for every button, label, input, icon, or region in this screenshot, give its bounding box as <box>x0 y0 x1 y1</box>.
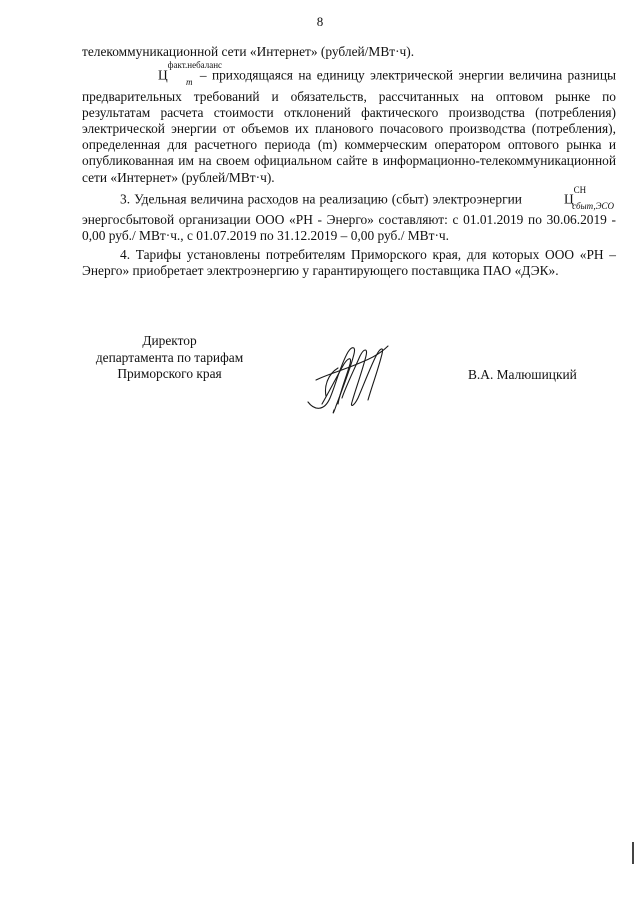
formula-symbol-superscript: факт.небаланс <box>167 60 223 71</box>
paragraph-item-4-text: 4. Тарифы установлены потребителям Приморского края, для которых ООО «РН – Энерго» приобретает электроэнергию у гарантирующего поставщика ПАО «ДЭК». <box>82 246 616 278</box>
paragraph-item-3-text-b: энергосбытовой организации ООО «РН - Энерго» составляют: с 01.01.2019 по 30.06.2019 - 0,00 руб./ МВт·ч., с 01.07.2019 по 31.12.2019 – 0,00 руб./ МВт·ч. <box>82 212 616 244</box>
paragraph-item-4 <box>82 247 616 279</box>
paragraph-item-3 <box>82 184 616 245</box>
formula-symbol-sales-cost <box>526 184 616 212</box>
formula-symbol-imbalance <box>120 60 223 88</box>
signer-name: В.А. Малюшицкий <box>468 367 577 382</box>
formula-symbol-subscript-2: сбыт,ЭСО <box>572 200 614 211</box>
signer-position-line-3: Приморского края <box>117 366 222 381</box>
signature-title-block <box>82 333 257 383</box>
document-body <box>82 44 616 279</box>
formula-symbol-base: Ц <box>158 67 168 83</box>
paragraph-definition <box>82 60 616 186</box>
paragraph-continuation-text: телекоммуникационной сети «Интернет» (рублей/МВт·ч). <box>82 44 415 59</box>
page-number: 8 <box>316 14 324 29</box>
formula-symbol-subscript: m <box>186 77 193 88</box>
paragraph-definition-text: – приходящаяся на единицу электрической энергии величина разницы предварительных требований и обязательств, рассчитанных на оптовом рынке по результатам расчета стоимости отклонений фактического производства (потребления) электрической энергии от объемов их планового почасового производства (потребления), определенная для расчетного периода (m) коммерческим оператором оптового рынка и опубликованная им на своем официальном сайте в информационно-телекоммуникационной сети «Интернет» (рублей/МВт·ч). <box>82 67 616 185</box>
paragraph-continuation <box>82 44 616 60</box>
formula-symbol-base-2: Ц <box>563 191 574 207</box>
signer-position-line-2: департамента по тарифам <box>95 349 244 365</box>
formula-symbol-superscript-2: СН <box>573 184 587 195</box>
handwritten-signature <box>302 340 392 418</box>
scan-edge-mark <box>632 842 634 864</box>
signer-position-line-1: Директор <box>142 333 197 348</box>
paragraph-item-3-text-a: 3. Удельная величина расходов на реализацию (сбыт) электроэнергии <box>120 191 526 207</box>
